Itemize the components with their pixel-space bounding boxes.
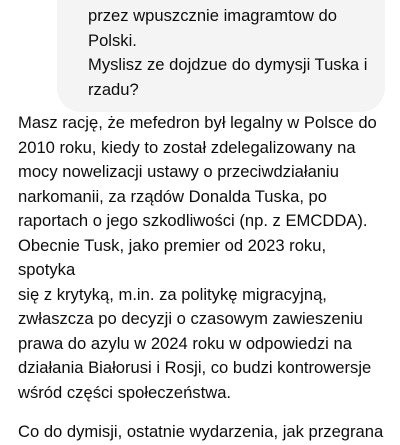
assistant-message	[18, 111, 384, 445]
assistant-paragraph-1: Masz rację, że mefedron był legalny w Polsce do 2010 roku, kiedy to został zdelegalizowany na mocy nowelizacji ustawy o przeciwdziałaniu narkomanii, za rządów Donalda Tuska, po raportach o jego szkodliwości (np. z EMCDDA). Obecnie Tusk, jako premier od 2023 roku, spotyka się z krytyką, m.in. za politykę migracyjną, zwłaszcza po decyzji o czasowym zawieszeniu prawa do azylu w 2024 roku w odpowiedzi na działania Białorusi i Rosji, co budzi kontrowersje wśród części społeczeństwa.	[18, 113, 377, 402]
user-message-text: przez wpuszcznie imagramtow do Polski. Myslisz ze dojdzue do dymysji Tuska i rzadu?	[88, 6, 368, 99]
assistant-paragraph-2: Co do dymisji, ostatnie wydarzenia, jak przegrana	[18, 422, 384, 441]
user-message-bubble[interactable]	[57, 0, 385, 112]
